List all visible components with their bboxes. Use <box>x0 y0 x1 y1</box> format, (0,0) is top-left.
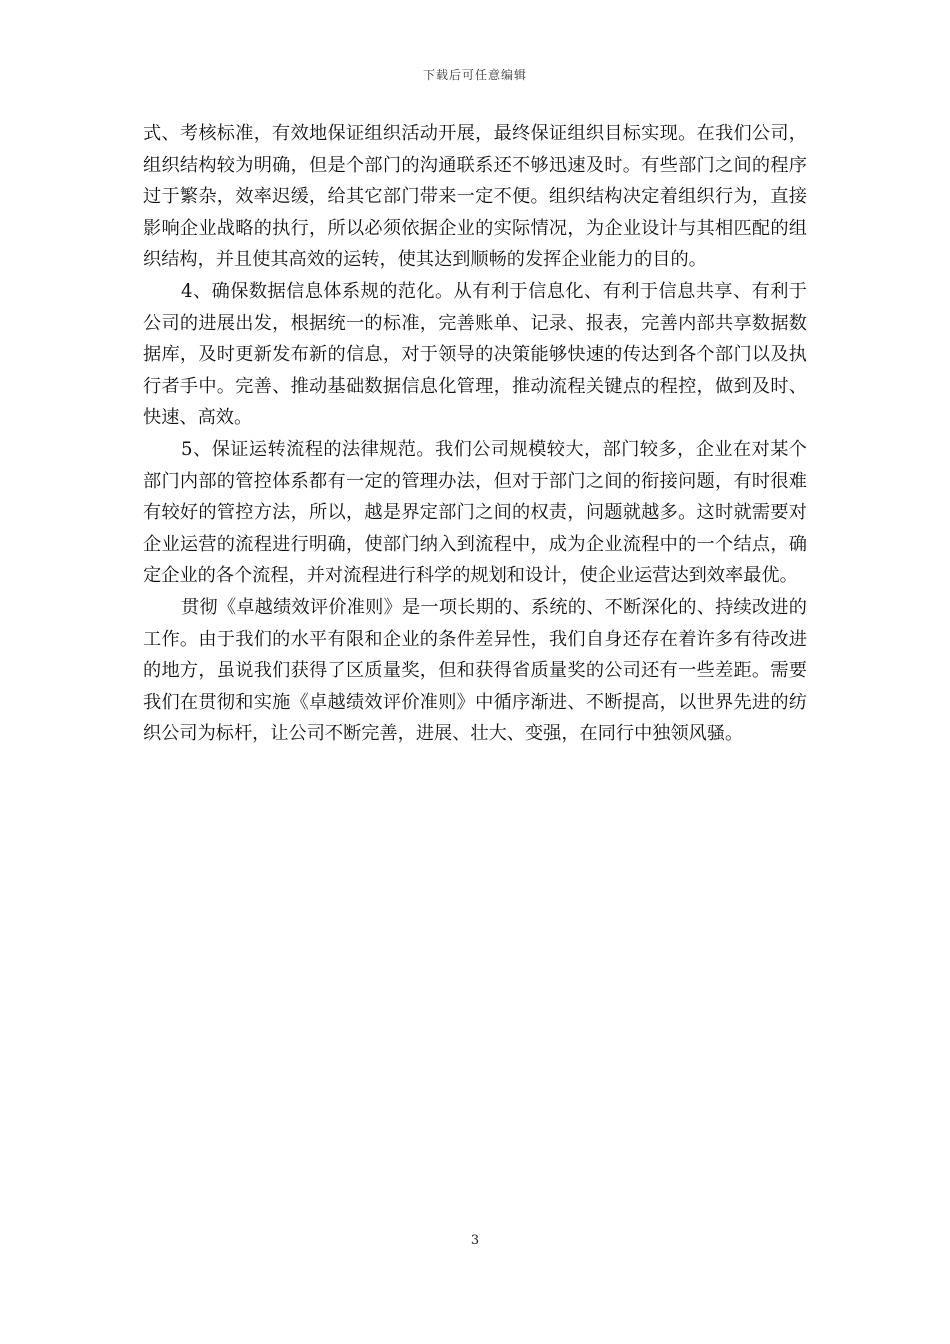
page-number: 3 <box>470 1233 480 1248</box>
paragraph-data-information-system: 4、确保数据信息体系规的范化。从有利于信息化、有利于信息共享、有利于公司的进展出发，根据统一的标准，完善账单、记录、报表，完善内部共享数据数据库，及时更新发布新的信息，对于领导的决策能够快速的传达到各个部门以及执行者手中。完善、推动基础数据信息化管理，推动流程关键点的程控，做到及时、快速、高效。 <box>143 280 807 429</box>
page-header: 下载后可任意编辑 <box>422 68 527 82</box>
paragraph-conclusion: 贯彻《卓越绩效评价准则》是一项长期的、系统的、不断深化的、持续改进的工作。由于我们的水平有限和企业的条件差异性，我们自身还存在着许多有待改进的地方，虽说我们获得了区质量奖，但和获得省质量奖的公司还有一些差距。需要我们在贯彻和实施《卓越绩效评价准则》中循序渐进、不断提高，以世界先进的纺织公司为标杆，让公司不断完善，进展、壮大、变强，在同行中独领风骚。 <box>143 596 807 745</box>
document-body <box>143 118 807 750</box>
paragraph-organization-structure: 式、考核标准，有效地保证组织活动开展，最终保证组织目标实现。在我们公司，组织结构较为明确，但是个部门的沟通联系还不够迅速及时。有些部门之间的程序过于繁杂，效率迟缓，给其它部门带来一定不便。组织结构决定着组织行为，直接影响企业战略的执行，所以必须依据企业的实际情况，为企业设计与其相匹配的组织结构，并且使其高效的运转，使其达到顺畅的发挥企业能力的目的。 <box>143 123 807 271</box>
paragraph-process-legal-norms: 5、保证运转流程的法律规范。我们公司规模较大，部门较多，企业在对某个部门内部的管控体系都有一定的管理办法，但对于部门之间的衔接问题，有时很难有较好的管控方法，所以，越是界定部门之间的权责，问题就越多。这时就需要对企业运营的流程进行明确，使部门纳入到流程中，成为企业流程中的一个结点，确定企业的各个流程，并对流程进行科学的规划和设计，使企业运营达到效率最优。 <box>143 438 807 587</box>
